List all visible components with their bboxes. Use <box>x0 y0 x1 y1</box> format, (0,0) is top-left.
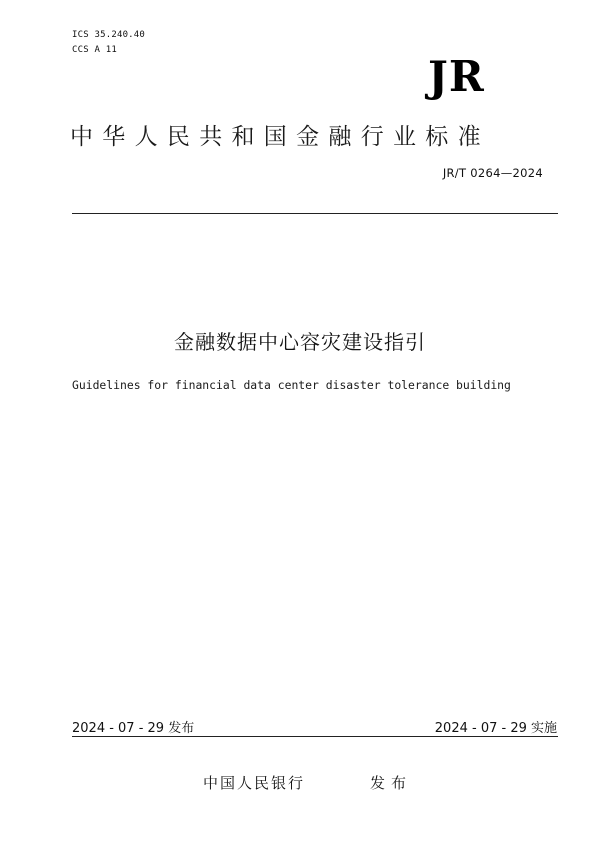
standard-number: JR/T 0264—2024 <box>442 166 543 180</box>
organization-title: 中华人民共和国金融行业标准 <box>70 124 490 150</box>
document-title-english: Guidelines for financial data center disaster tolerance building <box>72 378 511 392</box>
document-title-chinese: 金融数据中心容灾建设指引 <box>174 330 426 354</box>
implementation-date: 2024 - 07 - 29 实施 <box>434 721 557 736</box>
issuing-authority: 中国人民银行 <box>203 774 306 792</box>
issue-label: 发布 <box>370 774 413 792</box>
jr-logo: JR <box>428 52 485 101</box>
ics-code: ICS 35.240.40 <box>72 30 146 40</box>
ccs-code: CCS A 11 <box>72 45 117 55</box>
issue-date: 2024 - 07 - 29 发布 <box>72 721 195 736</box>
bottom-divider <box>72 736 558 737</box>
top-divider <box>72 213 558 214</box>
